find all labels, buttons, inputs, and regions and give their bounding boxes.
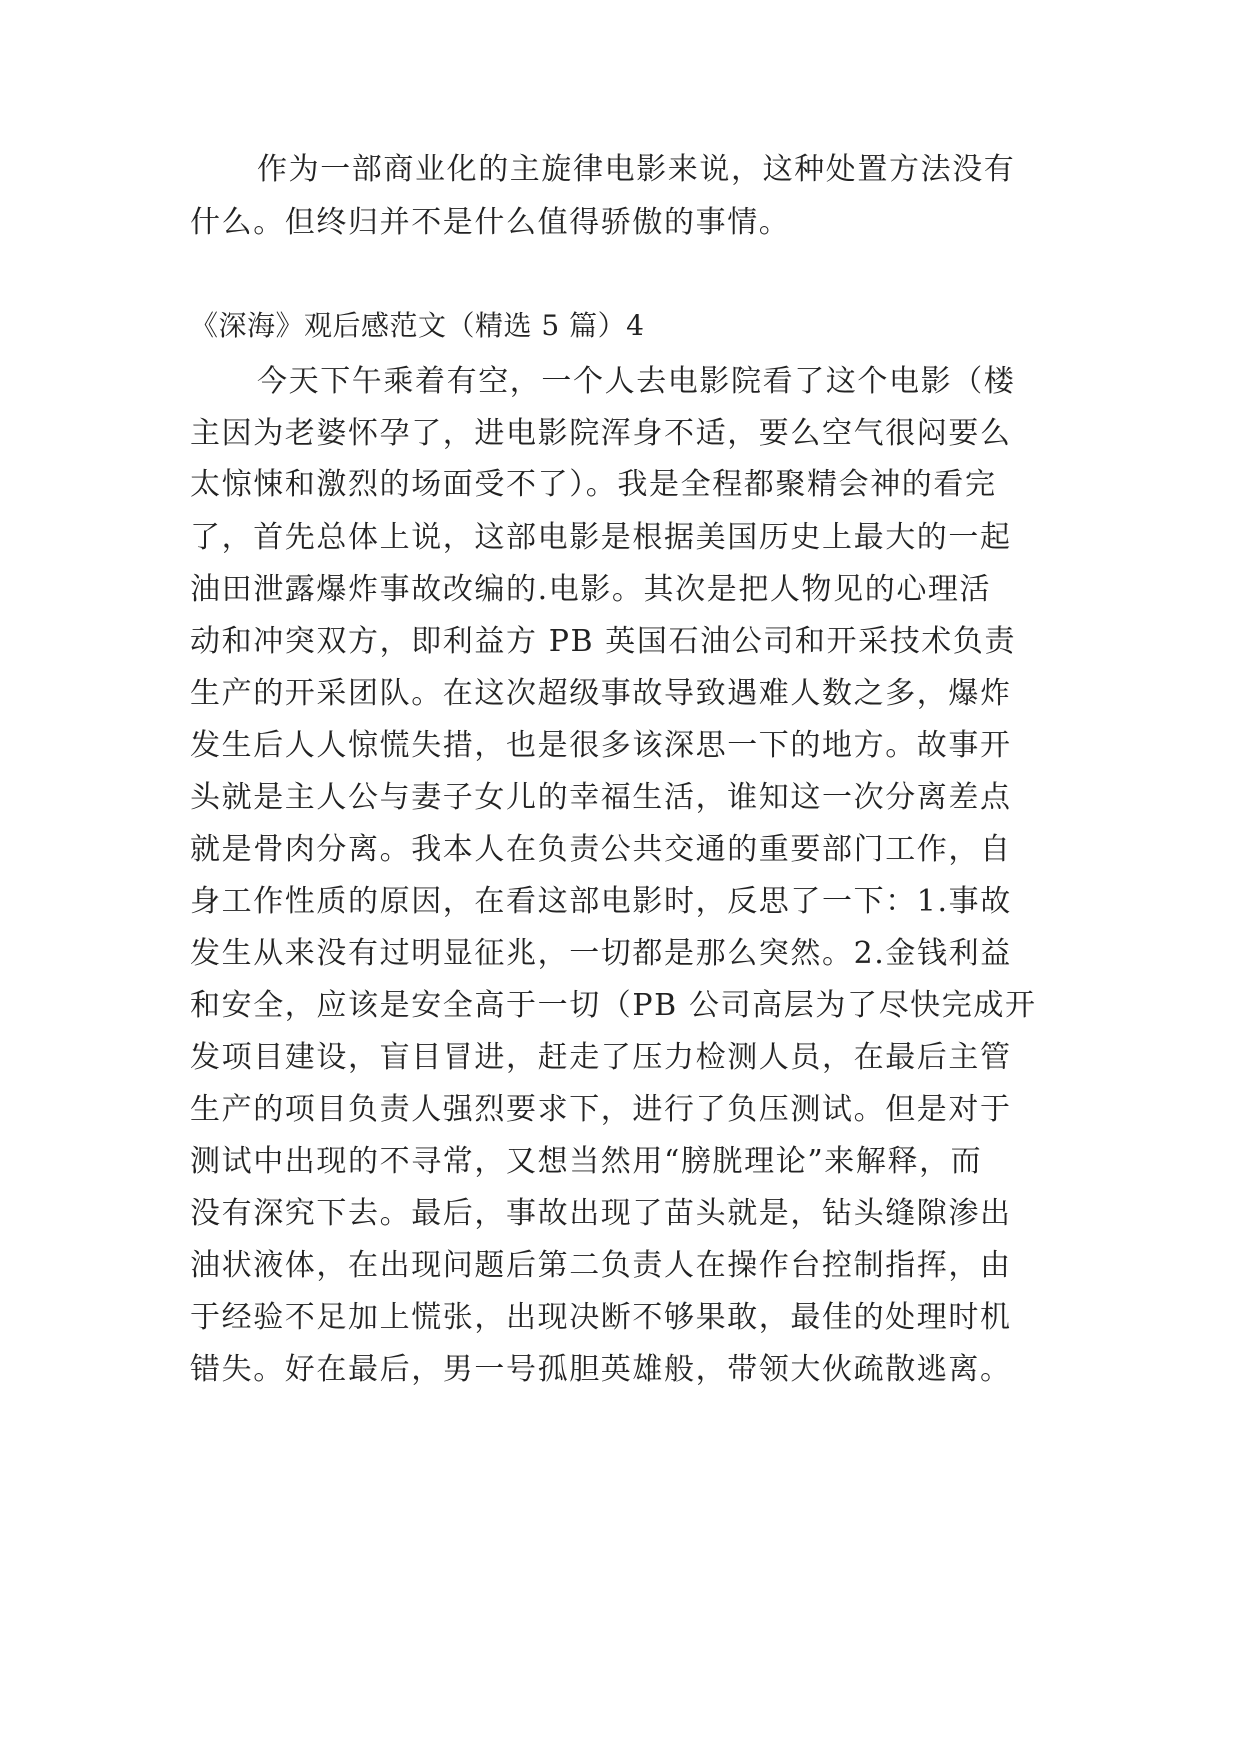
paragraph-2-line-2: 主因为老婆怀孕了，进电影院浑身不适，要么空气很闷要么 xyxy=(190,416,1012,451)
section-heading: 《深海》观后感范文（精选 5 篇）4 xyxy=(190,309,645,342)
paragraph-2-line-9: 头就是主人公与妻子女儿的幸福生活，谁知这一次分离差点 xyxy=(190,780,1012,815)
paragraph-2-line-6: 动和冲突双方，即利益方 PB 英国石油公司和开采技术负责 xyxy=(190,624,1017,659)
paragraph-2-line-7: 生产的开采团队。在这次超级事故导致遇难人数之多，爆炸 xyxy=(190,676,1012,711)
paragraph-1-line-1: 作为一部商业化的主旋律电影来说，这种处置方法没有 xyxy=(257,152,1016,187)
paragraph-2-line-12: 发生从来没有过明显征兆，一切都是那么突然。2.金钱利益 xyxy=(190,936,1012,971)
paragraph-2-line-16: 测试中出现的不寻常，又想当然用“膀胱理论”来解释，而 xyxy=(190,1144,983,1179)
paragraph-2-line-15: 生产的项目负责人强烈要求下，进行了负压测试。但是对于 xyxy=(190,1092,1012,1127)
paragraph-2-line-11: 身工作性质的原因，在看这部电影时，反思了一下：1.事故 xyxy=(190,884,1012,919)
paragraph-2-line-5: 油田泄露爆炸事故改编的.电影。其次是把人物见的心理活 xyxy=(190,572,992,607)
paragraph-2-line-14: 发项目建设，盲目冒进，赶走了压力检测人员，在最后主管 xyxy=(190,1040,1012,1075)
paragraph-2-line-3: 太惊悚和激烈的场面受不了）。我是全程都聚精会神的看完 xyxy=(190,467,997,502)
paragraph-2-line-4: 了，首先总体上说，这部电影是根据美国历史上最大的一起 xyxy=(190,520,1012,555)
paragraph-2-line-20: 错失。好在最后，男一号孤胆英雄般，带领大伙疏散逃离。 xyxy=(190,1352,1012,1387)
paragraph-2-line-19: 于经验不足加上慌张，出现决断不够果敢，最佳的处理时机 xyxy=(190,1300,1012,1335)
paragraph-2-line-1: 今天下午乘着有空，一个人去电影院看了这个电影（楼 xyxy=(257,364,1016,399)
paragraph-1-line-2: 什么。但终归并不是什么值得骄傲的事情。 xyxy=(190,205,791,240)
paragraph-2-line-17: 没有深究下去。最后，事故出现了苗头就是，钻头缝隙渗出 xyxy=(190,1196,1012,1231)
paragraph-2-line-8: 发生后人人惊慌失措，也是很多该深思一下的地方。故事开 xyxy=(190,728,1012,763)
paragraph-2-line-18: 油状液体，在出现问题后第二负责人在操作台控制指挥，由 xyxy=(190,1248,1012,1283)
paragraph-2-line-13: 和安全，应该是安全高于一切（PB 公司高层为了尽快完成开 xyxy=(190,988,1037,1023)
paragraph-2-line-10: 就是骨肉分离。我本人在负责公共交通的重要部门工作，自 xyxy=(190,832,1012,867)
